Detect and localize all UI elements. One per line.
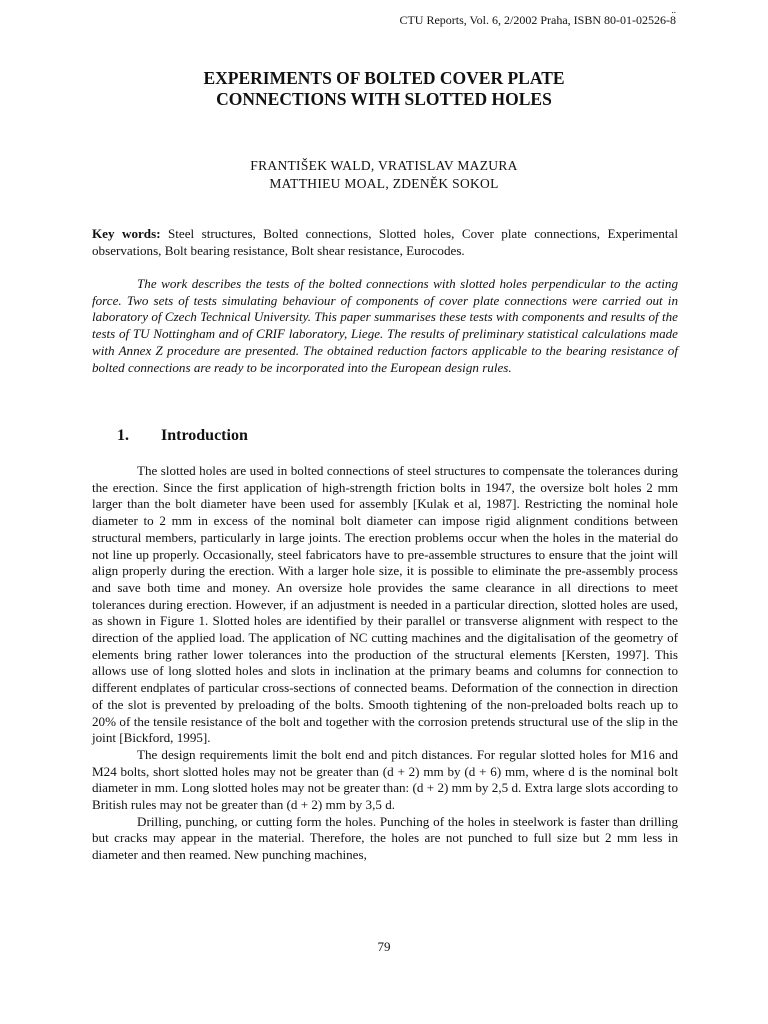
body-text xyxy=(92,463,678,864)
authors-line-2: MATTHIEU MOAL, ZDENĚK SOKOL xyxy=(269,176,499,191)
header-dots: .. xyxy=(671,5,676,15)
running-header xyxy=(399,5,676,28)
keywords-label: Key words: xyxy=(92,226,161,241)
paragraph xyxy=(92,814,678,864)
paper-title xyxy=(0,68,768,110)
paragraph xyxy=(92,463,678,747)
paragraph-text: The slotted holes are used in bolted connections of steel structures to compensate the tolerances during the erection. Since the first application of high-strength friction bolts in 1947, the oversize bolt holes 2 mm larger than the bolt diameter have been used for assembly [Kulak et al, 1987]. Restricting the nominal hole diameter to 2 mm in excess of the nominal bolt diameter can impose rigid alignment conditions between structural members, particularly in large joints. The erection problems occur when the holes in the material do not line up properly. Occasionally, steel fabricators have to pre-assemble structures to ensure that the joint will align properly during the erection. With a larger hole size, it is possible to eliminate the pre-assembly process and save both time and money. An oversize hole provides the same clearance in all directions to meet tolerances during erection. However, if an adjustment is needed in a particular direction, slotted holes are used, as shown in Figure 1. Slotted holes are identified by their parallel or transverse alignment with respect to the direction of the applied load. The application of NC cutting machines and the digitalisation of the geometry of elements bring rather lower tolerances into the production of the structural elements [Kersten, 1997]. This allows use of long slotted holes and slots in inclination at the primary beams and columns for connection to different endplates of particular cross-sections of connected beams. Deformation of the connection in direction of the slot is prevented by preloading of the bolts. Smooth tightening of the non-preloaded bolts reach up to 20% of the tensile resistance of the bolt and together with the corrosion pretends structural use of the slip in the joint [Bickford, 1995]. xyxy=(92,463,678,746)
title-line-2: CONNECTIONS WITH SLOTTED HOLES xyxy=(216,89,552,109)
page-number: 79 xyxy=(377,939,391,954)
section-title: Introduction xyxy=(161,427,248,444)
section-heading xyxy=(117,427,248,445)
section-number: 1. xyxy=(117,427,129,444)
keywords-text: Steel structures, Bolted connections, Slotted holes, Cover plate connections, Experimental observations, Bolt bearing resistance, Bolt shear resistance, Eurocodes. xyxy=(92,226,678,258)
abstract xyxy=(92,276,678,376)
abstract-text: The work describes the tests of the bolted connections with slotted holes perpendicular to the acting force. Two sets of tests simulating behaviour of components of cover plate connections were carried out in laboratory of Czech Technical University. This paper summarises these tests with components and results of the tests of TU Nottingham and of CRIF laboratory, Liege. The results of preliminary statistical calculations made with Annex Z procedure are presented. The obtained reduction factors applicable to the bearing resistance of bolted connections are ready to be incorporated into the European design rules. xyxy=(92,276,678,375)
title-line-1: EXPERIMENTS OF BOLTED COVER PLATE xyxy=(203,68,565,88)
authors-line-1: FRANTIŠEK WALD, VRATISLAV MAZURA xyxy=(250,158,518,173)
author-list xyxy=(0,157,768,193)
paragraph-text: The design requirements limit the bolt end and pitch distances. For regular slotted holes for M16 and M24 bolts, short slotted holes may not be greater than (d + 2) mm by (d + 6) mm, where d is the nominal bolt diameter in mm. Long slotted holes may not be greater than: (d + 2) mm by 2,5 d. Extra large slots according to British rules may not be greater than (d + 2) mm by 3,5 d. xyxy=(92,746,678,813)
paragraph xyxy=(92,747,678,814)
citation-text: CTU Reports, Vol. 6, 2/2002 Praha, ISBN 80-01-02526-8 xyxy=(399,13,676,27)
paragraph-text: Drilling, punching, or cutting form the holes. Punching of the holes in steelwork is faster than drilling but cracks may appear in the material. Therefore, the holes are not punched to full size but 2 mm less in diameter and then reamed. New punching machines, xyxy=(92,813,678,863)
keywords xyxy=(92,226,678,259)
